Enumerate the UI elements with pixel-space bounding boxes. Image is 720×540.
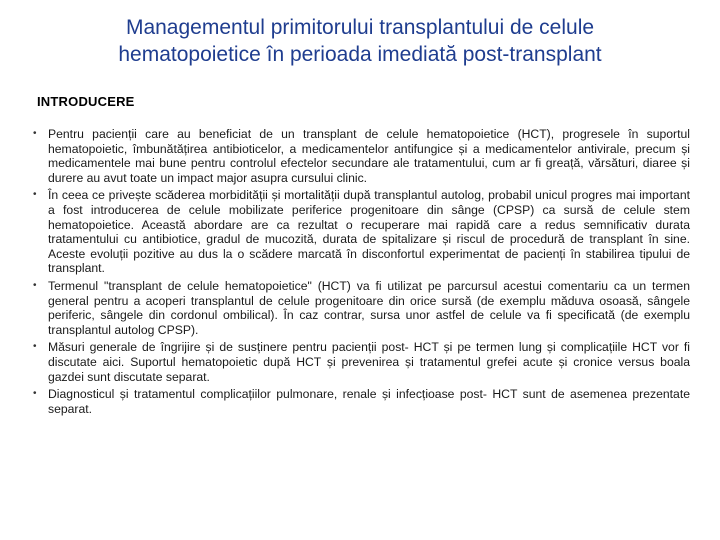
bullet-marker: • [33, 388, 37, 400]
bullet-item [32, 279, 690, 337]
bullet-marker: • [33, 341, 37, 353]
bullet-item [32, 188, 690, 276]
slide-title-line-1: Managementul primitorului transplantului de celule [125, 16, 595, 39]
bullet-text: În ceea ce privește scăderea morbidității și mortalității după transplantul autolog, probabil unicul progres mai important a fost introducerea de celule mobilizate periferice progenitoare din sânge (CPSP) ca sursă de celule stem hematopoietice. Această abordare are ca rezultat o recuperare mai rapidă care a redus semnificativ durata tratamentului cu antibiotice, gradul de mucozită, durata de spitalizare și riscul de procedură de transplant în sine. Aceste evoluții pozitive au dus la o scădere marcată în disconfortul experimentat de pacienți în stabilirea tipului de transplant. [48, 188, 690, 276]
bullet-text: Măsuri generale de îngrijire și de susținere pentru pacienții post- HCT și pe termen lung și complicațiile HCT vor fi discutate aici. Suportul hematopoietic după HCT și prevenirea și tratamentul grefei acute și cronice versus boala gazdei sunt discutate separat. [48, 340, 690, 384]
bullet-text: Diagnosticul și tratamentul complicațiilor pulmonare, renale și infecțioase post- HCT sunt de asemenea prezentate separat. [48, 387, 690, 416]
bullet-marker: • [33, 189, 37, 201]
bullet-list [32, 127, 690, 419]
bullet-text: Pentru pacienții care au beneficiat de un transplant de celule hematopoietice (HCT), progresele în suportul hematopoietic, îmbunătățirea antibioticelor, a medicamentelor antifungice și a medicamentelor antivirale, precum și medicamentele mai bune pentru controlul efectelor secundare ale tratamentului, cum ar fi greață, vărsături, diaree și durere au avut toate un impact major asupra cursului clinic. [48, 127, 690, 185]
bullet-marker: • [33, 128, 37, 139]
slide-title [40, 14, 680, 68]
bullet-item [32, 387, 690, 416]
bullet-item [32, 127, 690, 185]
bullet-text: Termenul "transplant de celule hematopoietice" (HCT) va fi utilizat pe parcursul acestui comentariu ca un termen general pentru a acoperi transplantul de celule progenitoare din orice sursă (de exemplu măduva osoasă, sângele periferic, sângele din cordonul ombilical). În caz contrar, sursa unor astfel de celule va fi specificată (de exemplu transplantul autolog CPSP). [48, 278, 690, 337]
slide-title-line-2: hematopoietice în perioada imediată post-transplant [118, 43, 602, 66]
bullet-item [32, 340, 690, 384]
bullet-marker: • [33, 279, 37, 291]
section-heading: INTRODUCERE [37, 94, 135, 109]
